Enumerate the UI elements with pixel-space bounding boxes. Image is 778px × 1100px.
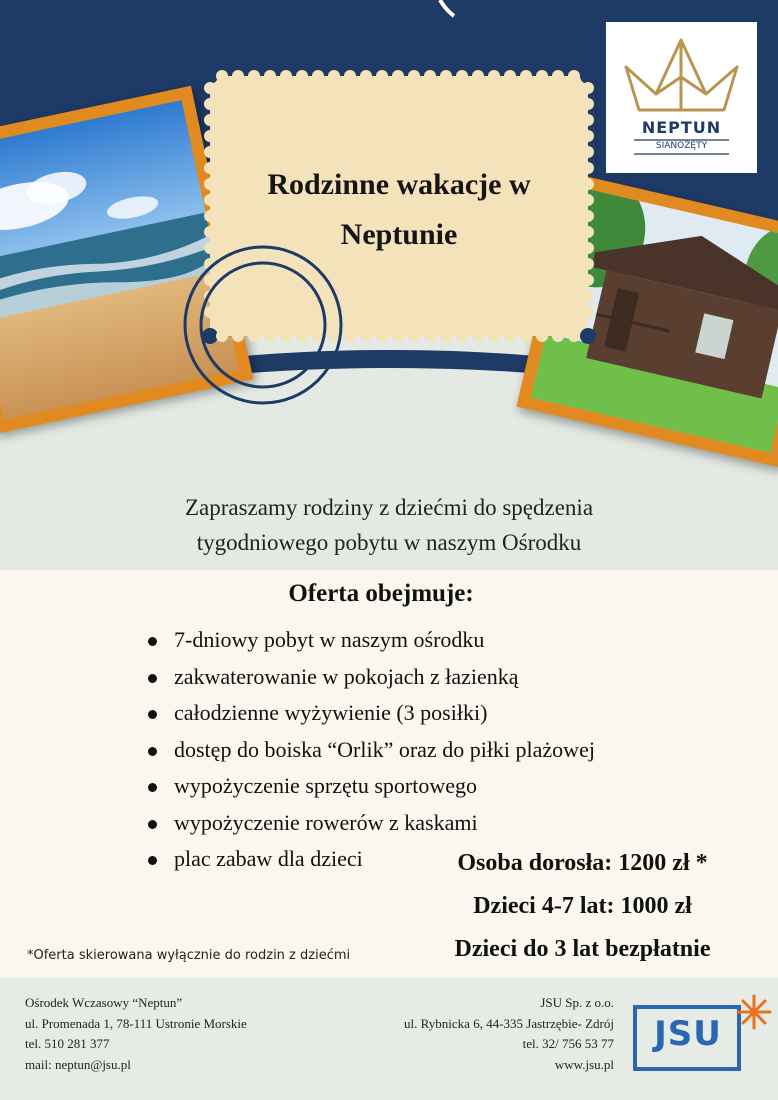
list-item: całodzienne wyżywienie (3 posiłki): [148, 695, 595, 732]
footer-email: mail: neptun@jsu.pl: [25, 1056, 131, 1072]
logo-location: SIANOŻĘTY: [655, 141, 708, 151]
offer-list: [148, 622, 595, 878]
intro-line-1: Zapraszamy rodziny z dziećmi do spędzenia: [184, 495, 594, 520]
price-toddlers: Dzieci do 3 lat bezpłatnie: [454, 936, 711, 962]
footer-left-line: tel. 510 281 377: [25, 1036, 110, 1051]
decorative-rings: [178, 240, 348, 410]
list-item: zakwaterowanie w pokojach z łazienką: [148, 659, 595, 696]
page-title: Rodzinne wakacje w Neptunie: [267, 168, 531, 251]
intro-text: [0, 490, 778, 560]
jsu-logo: [632, 992, 772, 1072]
list-item: plac zabaw dla dzieci: [148, 841, 595, 878]
intro-line-2: tygodniowego pobytu w naszym Ośrodku: [196, 530, 582, 555]
price-kids: Dzieci 4-7 lat: 1000 zł: [473, 893, 692, 919]
footer-right-line: ul. Rybnicka 6, 44-335 Jastrzębie- Zdrój: [404, 1015, 614, 1031]
list-item: wypożyczenie sprzętu sportowego: [148, 768, 595, 805]
footer-contact-neptun: [25, 993, 247, 1075]
neptun-logo: [606, 22, 757, 173]
price-adult: Osoba dorosła: 1200 zł *: [457, 850, 708, 876]
offer-title: Oferta obejmuje:: [288, 580, 474, 607]
footer-left-line: ul. Promenada 1, 78-111 Ustronie Morskie: [25, 1015, 247, 1031]
footer-left-line: Ośrodek Wczasowy “Neptun”: [25, 995, 183, 1010]
top-mark-icon: [430, 0, 460, 18]
logo-name: NEPTUN: [641, 118, 722, 137]
footer-right-line: tel. 32/ 756 53 77: [522, 1036, 614, 1051]
list-item: dostęp do boiska “Orlik” oraz do piłki plażowej: [148, 732, 595, 769]
jsu-logo-text: JSU: [654, 1014, 722, 1054]
footer-contact-jsu: [404, 993, 614, 1075]
list-item: wypożyczenie rowerów z kaskami: [148, 805, 595, 842]
footer-website: www.jsu.pl: [554, 1056, 614, 1072]
price-list: [425, 842, 740, 971]
list-item: 7-dniowy pobyt w naszym ośrodku: [148, 622, 595, 659]
footnote: *Oferta skierowana wyłącznie do rodzin z dziećmi: [27, 948, 351, 963]
footer-right-line: JSU Sp. z o.o.: [540, 995, 614, 1010]
